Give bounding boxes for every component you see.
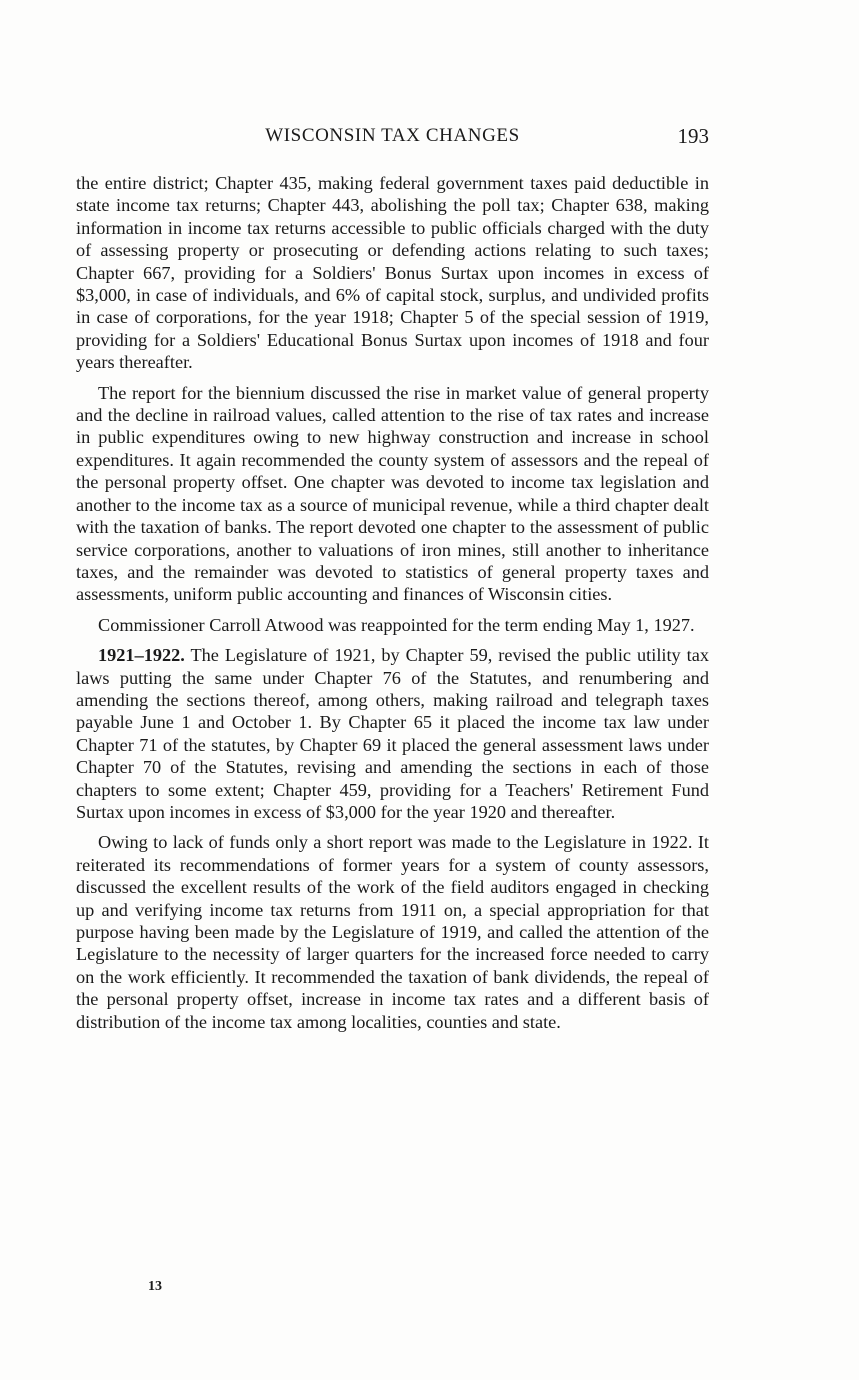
paragraph-biennium-report (76, 382, 709, 606)
paragraph-text: Commissioner Carroll Atwood was reappointed for the term ending May 1, 1927. (98, 614, 695, 635)
paragraph-text: The Legislature of 1921, by Chapter 59, revised the public utility tax laws putting the same under Chapter 76 of the Statutes, and renumbering and amending the sections thereof, among others, making railroad and telegraph taxes payable June 1 and October 1. By Chapter 65 it placed the income tax law under Chapter 71 of the statutes, by Chapter 69 it placed the general assessment laws under Chapter 70 of the Statutes, revising and amending the sections in each of those chapters to some extent; Chapter 459, providing for a Teachers' Retirement Fund Surtax upon incomes in excess of $3,000 for the year 1920 and thereafter. (76, 645, 709, 822)
paragraph-text: the entire district; Chapter 435, making federal government taxes paid deductible in state income tax returns; Chapter 443, abolishing the poll tax; Chapter 638, making information in income tax returns accessible to public officials charged with the duty of assessing property or prosecuting or defending actions relating to such taxes; Chapter 667, providing for a Soldiers' Bonus Surtax upon incomes in excess of $3,000, in case of individuals, and 6% of capital stock, surplus, and undivided profits in case of corporations, for the year 1918; Chapter 5 of the special session of 1919, providing for a Soldiers' Educational Bonus Surtax upon incomes of 1918 and four years thereafter. (76, 173, 709, 373)
running-title: WISCONSIN TAX CHANGES (265, 125, 520, 146)
section-year-heading: 1921–1922. (98, 645, 185, 666)
body-text (76, 172, 709, 1041)
signature-mark: 13 (148, 1279, 162, 1294)
paragraph-commissioner (76, 614, 709, 636)
paragraph-continuation (76, 172, 709, 374)
paragraph-short-report (76, 831, 709, 1033)
paragraph-text: Owing to lack of funds only a short report was made to the Legislature in 1922. It reiterated its recommendations of former years for a system of county assessors, discussed the excellent results of the work of the field auditors engaged in checking up and verifying income tax returns from 1911 on, a special appropriation for that purpose having been made by the Legislature of 1919, and called the attention of the Legislature to the necessity of larger quarters for the increased force needed to carry on the work efficiently. It recommended the taxation of bank dividends, the repeal of the personal property offset, increase in income tax rates and a different basis of distribution of the income tax among localities, counties and state. (76, 832, 709, 1032)
paragraph-text: The report for the biennium discussed the rise in market value of general property and the decline in railroad values, called attention to the rise of tax rates and increase in public expenditures owing to new highway construction and increase in school expenditures. It again recommended the county system of assessors and the repeal of the personal property offset. One chapter was devoted to income tax legislation and another to the income tax as a source of municipal revenue, while a third chapter dealt with the taxation of banks. The report devoted one chapter to the assessment of public service corporations, another to valuations of iron mines, still another to inheritance taxes, and the remainder was devoted to statistics of general property taxes and assessments, uniform public accounting and finances of Wisconsin cities. (76, 382, 709, 605)
running-head (76, 121, 709, 151)
paragraph-1921-1922 (76, 644, 709, 823)
page-number: 193 (677, 124, 709, 148)
